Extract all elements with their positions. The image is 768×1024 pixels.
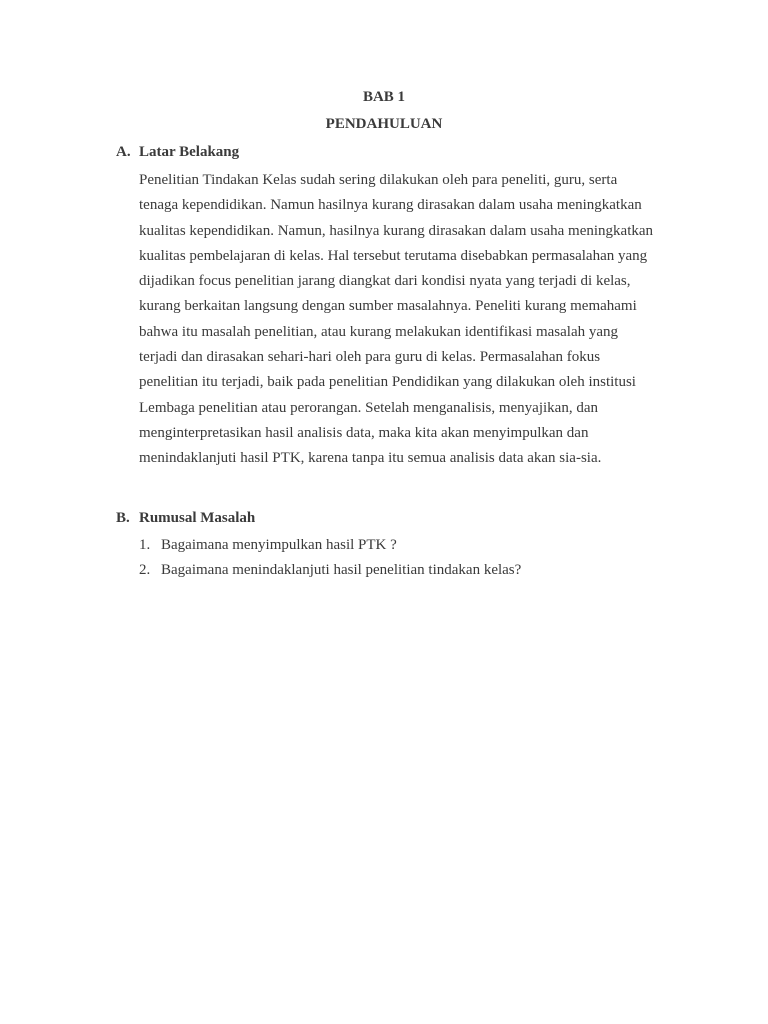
paragraph-line: kurang berkaitan langsung dengan sumber masalahnya. Peneliti kurang memahami [139, 298, 637, 315]
section-letter: B. [116, 510, 130, 526]
section-heading-rumusal-masalah [116, 509, 255, 527]
list-item [139, 533, 521, 558]
section-title: Latar Belakang [139, 144, 240, 160]
paragraph-line: kualitas pembelajaran di kelas. Hal tersebut terutama disebabkan permasalahan yang [139, 247, 648, 264]
paragraph-line: menindaklanjuti hasil PTK, karena tanpa itu semua analisis data akan sia-sia. [139, 450, 602, 467]
section-heading-latar-belakang [116, 143, 239, 161]
paragraph-line: tenaga kependidikan. Namun hasilnya kurang dirasakan dalam usaha meningkatkan [139, 197, 642, 214]
section-title: Rumusal Masalah [139, 510, 256, 526]
list-item [139, 558, 521, 583]
chapter-title: PENDAHULUAN [325, 116, 443, 132]
list-item-number: 1. [139, 537, 151, 553]
paragraph-line: menginterpretasikan hasil analisis data, maka kita akan menyimpulkan dan [139, 424, 589, 441]
paragraph-line: penelitian itu terjadi, baik pada penelitian Pendidikan yang dilakukan oleh institusi [139, 374, 636, 391]
list-item-text: Bagaimana menindaklanjuti hasil penelitian tindakan kelas? [161, 562, 522, 578]
list-item-text: Bagaimana menyimpulkan hasil PTK ? [161, 537, 397, 553]
chapter-number: BAB 1 [362, 89, 406, 105]
list-item-number: 2. [139, 562, 151, 578]
paragraph-line: kualitas kependidikan. Namun, hasilnya kurang dirasakan dalam usaha meningkatkan [139, 222, 654, 239]
latar-belakang-paragraph [139, 168, 674, 472]
paragraph-line: Penelitian Tindakan Kelas sudah sering dilakukan oleh para peneliti, guru, serta [139, 172, 618, 188]
paragraph-line: terjadi dan dirasakan sehari-hari oleh para guru di kelas. Permasalahan fokus [139, 349, 601, 366]
rumusal-masalah-list [139, 533, 521, 583]
paragraph-line: Lembaga penelitian atau perorangan. Setelah menganalisis, menyajikan, dan [139, 399, 598, 416]
paragraph-line: bahwa itu masalah penelitian, atau kurang melakukan identifikasi masalah yang [139, 323, 619, 340]
section-letter: A. [116, 144, 131, 160]
paragraph-line: dijadikan focus penelitian jarang diangkat dari kondisi nyata yang terjadi di kelas, [139, 273, 631, 290]
